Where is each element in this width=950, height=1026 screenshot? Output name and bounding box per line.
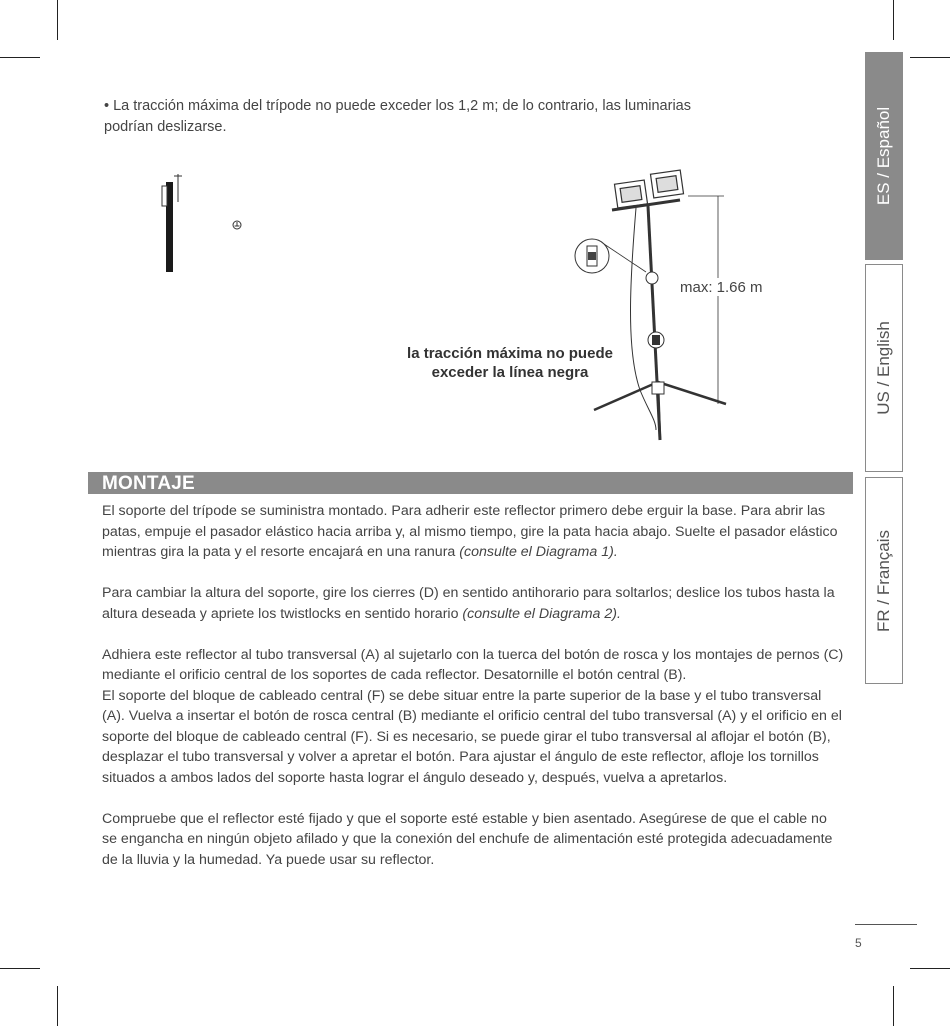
- intro-bullet: • La tracción máxima del trípode no puede exceder los 1,2 m; de lo contrario, las luminarias podrían deslizarse.: [104, 98, 691, 135]
- section-header-bar: [88, 472, 853, 494]
- tripod-diagram: [560, 160, 790, 460]
- section-title: MONTAJE: [102, 473, 195, 494]
- cable-illustration: [150, 172, 250, 272]
- crop-mark: [893, 0, 894, 40]
- caption-line-1: la tracción máxima no puede: [407, 345, 613, 362]
- crop-mark: [57, 0, 58, 40]
- tab-label: ES / Español: [874, 106, 893, 206]
- tab-french[interactable]: [865, 477, 903, 684]
- tab-english[interactable]: [865, 264, 903, 472]
- tab-label: FR / Français: [874, 529, 893, 632]
- crop-mark: [910, 57, 950, 58]
- crop-mark: [57, 986, 58, 1026]
- crop-mark: [910, 968, 950, 969]
- diagram-1-ref: (consulte el Diagrama 1).: [459, 544, 618, 560]
- diagram-caption: [398, 344, 622, 382]
- floodlight-right: [650, 170, 683, 198]
- floodlight-left: [614, 180, 647, 208]
- paragraph-1: El soporte del trípode se suministra montado. Para adherir este reflector primero debe erguir la base. Para abrir las patas, empuje el pasador elástico hacia arriba y, al mismo tiempo, gire la pata hacia abajo. Suelte el pasador elástico mientras gira la pata y el resorte encajará en una ranura (consulte el Diagrama 1).: [102, 503, 838, 560]
- crop-mark: [0, 57, 40, 58]
- paragraph-2: Para cambiar la altura del soporte, gire los cierres (D) en sentido antihorario para soltarlos; deslice los tubos hasta la altura deseada y apriete los twistlocks en sentido horario (consulte el Diagrama 2).: [102, 585, 835, 622]
- page-number: 5: [855, 936, 862, 950]
- tab-label: US / English: [874, 321, 893, 415]
- diagram-2-ref: (consulte el Diagrama 2).: [462, 605, 621, 622]
- caption-line-2: exceder la línea negra: [431, 364, 589, 381]
- paragraph-3: Adhiera este reflector al tubo transversal (A) al sujetarlo con la tuerca del botón de rosca y los montajes de pernos (C) mediante el orificio central de los soportes de cada reflector. Desatornille el botón central (B). El soporte del bloque de cableado central (F) se debe situar entre la parte superior de la base y el tubo transversal (A). Vuelva a insertar el botón de rosca central (B) mediante el orificio central del tubo transversal (A) y el orificio en el soporte del bloque de cableado central (F). Si es necesario, se puede girar el tubo transversal al aflojar el botón (B), desplazar el tubo transversal y volver a apretar el botón. Para ajustar el ángulo de este reflector, afloje los tornillos situados a ambos lados del soporte hasta lograr el ángulo deseado y, después, vuelva a apretarlos.: [102, 646, 844, 786]
- paragraph-4: Compruebe que el reflector esté fijado y que el soporte esté estable y bien asentado. Asegúrese de que el cable no se engancha en ningún objeto afilado y que la conexión del enchufe de alimentación esté protegida adecuadamente de la lluvia y la humedad. Ya puede usar su reflector.: [102, 810, 833, 868]
- crop-mark: [893, 986, 894, 1026]
- footer-rule: [855, 924, 917, 925]
- crop-mark: [0, 968, 40, 969]
- assembly-instructions: [102, 501, 844, 891]
- tab-spanish[interactable]: [865, 52, 903, 260]
- max-height-label: max: 1.66 m: [680, 279, 763, 296]
